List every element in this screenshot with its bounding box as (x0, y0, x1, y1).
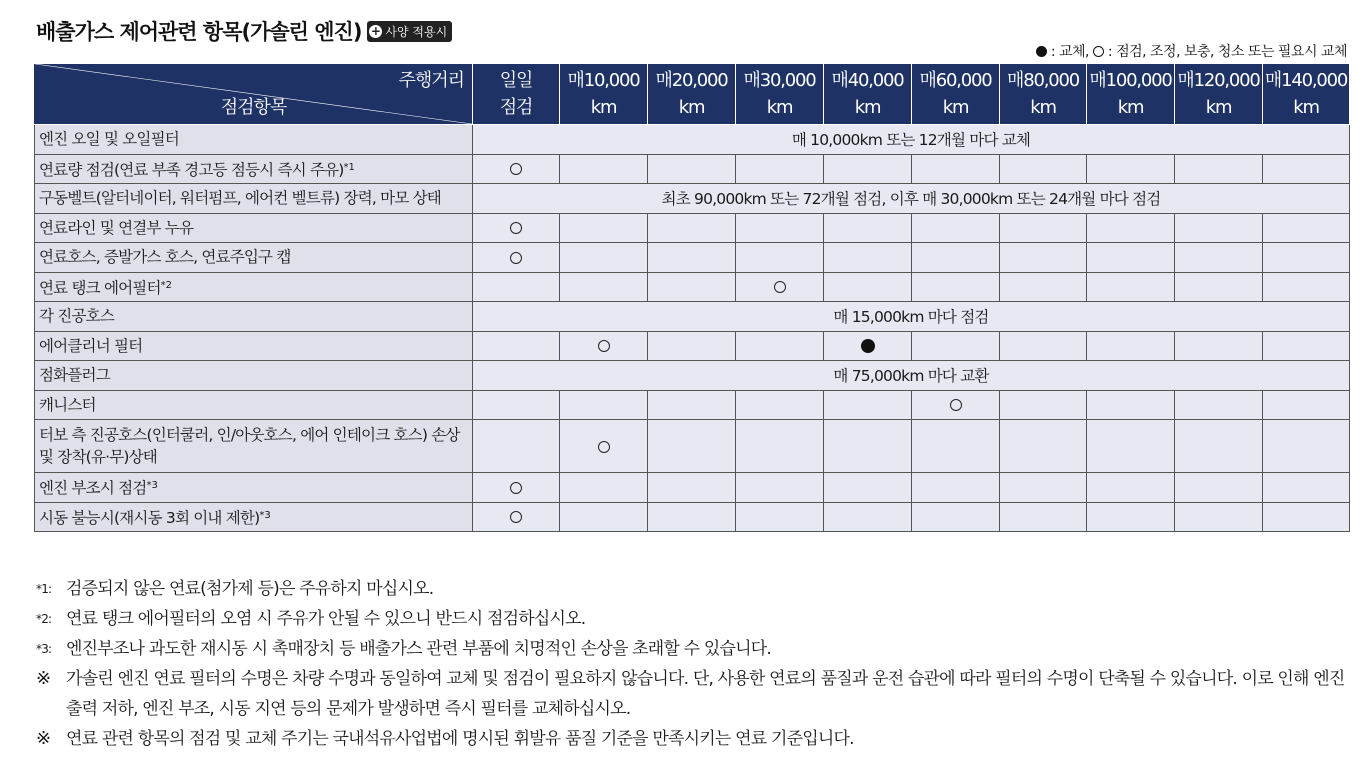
table-row (35, 184, 1350, 214)
note-item (36, 604, 1356, 634)
schedule-cell (648, 390, 736, 420)
item-label: 에어클리너 필터 (39, 336, 143, 355)
empty-circle-icon (510, 482, 522, 494)
schedule-cell (1087, 272, 1175, 302)
note-item (36, 574, 1356, 604)
note-marker: ※ (36, 728, 51, 749)
filled-circle-icon (861, 339, 875, 353)
schedule-cell (1000, 473, 1087, 503)
schedule-cell (560, 243, 648, 273)
schedule-cell (1263, 272, 1350, 302)
note-marker: *3: (36, 642, 52, 656)
schedule-cell (1263, 420, 1350, 473)
interval-text-cell: 매 10,000km 또는 12개월 마다 교체 (473, 125, 1350, 155)
item-cell (35, 272, 473, 302)
header-column (1087, 64, 1175, 125)
interval-text-cell: 최초 90,000km 또는 72개월 점검, 이후 매 30,000km 또는 24개월 마다 점검 (473, 184, 1350, 214)
item-cell (35, 125, 473, 155)
schedule-cell (473, 243, 560, 273)
empty-circle-icon (510, 222, 522, 234)
schedule-cell (473, 272, 560, 302)
schedule-cell (1087, 390, 1175, 420)
table-row (35, 473, 1350, 503)
schedule-cell (560, 390, 648, 420)
note-marker: *1: (36, 582, 52, 596)
schedule-cell (560, 213, 648, 243)
schedule-cell (736, 502, 824, 532)
header-column (1263, 64, 1350, 125)
plus-icon: + (370, 23, 381, 38)
header-column-top: 매80,000 (1007, 70, 1079, 91)
schedule-cell (1000, 420, 1087, 473)
item-cell (35, 390, 473, 420)
option-badge (367, 21, 452, 42)
schedule-cell (1263, 154, 1350, 184)
item-label: 연료호스, 증발가스 호스, 연료주입구 캡 (39, 248, 291, 267)
schedule-cell (824, 154, 912, 184)
schedule-cell (473, 154, 560, 184)
table-row (35, 390, 1350, 420)
header-column-top: 매60,000 (919, 70, 992, 91)
item-label: 터보 측 진공호스(인터쿨러, 인/아웃호스, 에어 인테이크 호스) 손상 및 장착(유·무)상태 (39, 426, 460, 466)
empty-circle-icon (774, 281, 786, 293)
header-column-bottom: km (1205, 97, 1232, 118)
item-label: 연료량 점검(연료 부족 경고등 점등시 즉시 주유) (39, 160, 344, 179)
footnote-ref: *1 (343, 161, 355, 173)
footnote-ref: *3 (259, 509, 271, 521)
schedule-cell (560, 272, 648, 302)
header-column-top: 매30,000 (743, 70, 816, 91)
schedule-cell (912, 272, 1000, 302)
schedule-cell (912, 154, 1000, 184)
item-label: 구동벨트(알터네이터, 워터펌프, 에어컨 벨트류) 장력, 마모 상태 (39, 189, 441, 208)
empty-circle-icon (598, 340, 610, 352)
item-cell (35, 154, 473, 184)
schedule-cell (824, 272, 912, 302)
table-row (35, 302, 1350, 332)
schedule-cell (912, 213, 1000, 243)
table-row (35, 420, 1350, 473)
schedule-cell (560, 331, 648, 361)
schedule-cell (1175, 272, 1263, 302)
schedule-cell (912, 390, 1000, 420)
footnote-ref: *3 (146, 480, 158, 492)
schedule-cell (1175, 331, 1263, 361)
schedule-cell (648, 331, 736, 361)
schedule-cell (1175, 420, 1263, 473)
schedule-cell (648, 213, 736, 243)
item-label: 엔진 오일 및 오일필터 (39, 130, 179, 149)
note-text: 가솔린 엔진 연료 필터의 수명은 차량 수명과 동일하여 교체 및 점검이 필요하지 않습니다. 단, 사용한 연료의 품질과 운전 습관에 따라 필터의 수명이 단축될 수 있습니다. 이로 인해 엔진 출력 저하, 엔진 부조, 시동 지연 등의 문제가 발생하면 즉시 필터를 교체하십시오. (66, 669, 1345, 719)
header-column (912, 64, 1000, 125)
schedule-cell (736, 272, 824, 302)
page-title: 배출가스 제어관련 항목(가솔린 엔진) (36, 20, 362, 44)
table-row (35, 243, 1350, 273)
item-label: 캐니스터 (39, 395, 96, 414)
note-text: 연료 관련 항목의 점검 및 교체 주기는 국내석유사업법에 명시된 휘발유 품질 기준을 만족시키는 연료 기준입니다. (66, 729, 854, 749)
header-column-top: 일일 (499, 70, 533, 91)
header-column-bottom: km (1117, 97, 1144, 118)
empty-circle-icon (510, 252, 522, 264)
schedule-cell (736, 243, 824, 273)
schedule-cell (473, 473, 560, 503)
schedule-cell (1087, 420, 1175, 473)
table-row (35, 361, 1350, 391)
title-area (36, 16, 452, 46)
schedule-cell (1263, 213, 1350, 243)
item-cell (35, 331, 473, 361)
item-cell (35, 213, 473, 243)
schedule-cell (736, 420, 824, 473)
schedule-cell (824, 502, 912, 532)
note-text: 연료 탱크 에어필터의 오염 시 주유가 안될 수 있으니 반드시 점검하십시오. (66, 609, 586, 629)
schedule-cell (1175, 473, 1263, 503)
note-item (36, 724, 1356, 754)
schedule-cell (912, 420, 1000, 473)
schedule-cell (1087, 331, 1175, 361)
schedule-cell (824, 473, 912, 503)
item-cell (35, 420, 473, 473)
item-cell (35, 184, 473, 214)
schedule-cell (648, 502, 736, 532)
schedule-cell (648, 473, 736, 503)
schedule-cell (912, 331, 1000, 361)
header-column-bottom: km (590, 97, 617, 118)
schedule-cell (1263, 243, 1350, 273)
header-column (473, 64, 560, 125)
schedule-cell (736, 473, 824, 503)
empty-circle-icon (1093, 46, 1104, 57)
schedule-cell (1087, 473, 1175, 503)
header-column (560, 64, 648, 125)
empty-circle-icon (598, 441, 610, 453)
item-cell (35, 302, 473, 332)
item-cell (35, 473, 473, 503)
table-row (35, 213, 1350, 243)
schedule-cell (912, 243, 1000, 273)
note-item (36, 634, 1356, 664)
schedule-cell (1175, 243, 1263, 273)
schedule-cell (824, 243, 912, 273)
header-column-top: 매20,000 (655, 70, 728, 91)
schedule-cell (1000, 243, 1087, 273)
header-column (824, 64, 912, 125)
header-column-top: 매10,000 (567, 70, 640, 91)
filled-circle-icon (1036, 46, 1047, 57)
header-column (736, 64, 824, 125)
item-cell (35, 361, 473, 391)
schedule-cell (560, 473, 648, 503)
note-text: 검증되지 않은 연료(첨가제 등)은 주유하지 마십시오. (66, 579, 434, 599)
schedule-cell (824, 213, 912, 243)
notes-section (36, 574, 1356, 754)
schedule-cell (1087, 502, 1175, 532)
legend-empty-label: : 점검, 조정, 보충, 청소 또는 필요시 교체 (1107, 44, 1347, 60)
header-column-bottom: km (1030, 97, 1056, 118)
schedule-cell (1000, 502, 1087, 532)
table-row (35, 502, 1350, 532)
interval-text-cell: 매 15,000km 마다 점검 (473, 302, 1350, 332)
schedule-cell (1263, 390, 1350, 420)
schedule-cell (1087, 213, 1175, 243)
interval-text-cell: 매 75,000km 마다 교환 (473, 361, 1350, 391)
schedule-cell (912, 473, 1000, 503)
schedule-cell (1263, 331, 1350, 361)
schedule-cell (824, 420, 912, 473)
distance-label: 주행거리 (398, 70, 464, 91)
note-text: 엔진부조나 과도한 재시동 시 촉매장치 등 배출가스 관련 부품에 치명적인 손상을 초래할 수 있습니다. (66, 639, 771, 659)
header-column-top: 매40,000 (831, 70, 904, 91)
schedule-cell (560, 154, 648, 184)
schedule-cell (912, 502, 1000, 532)
header-column-top: 매140,000 (1264, 70, 1348, 91)
header-column-bottom: km (766, 97, 793, 118)
table-row (35, 154, 1350, 184)
item-cell (35, 502, 473, 532)
table-row (35, 272, 1350, 302)
header-column (648, 64, 736, 125)
schedule-cell (473, 420, 560, 473)
schedule-cell (648, 243, 736, 273)
legend-filled-label: : 교체, (1050, 44, 1090, 60)
schedule-cell (1175, 154, 1263, 184)
schedule-cell (473, 390, 560, 420)
schedule-cell (1087, 243, 1175, 273)
header-column-top: 매100,000 (1089, 70, 1172, 91)
header-column (1175, 64, 1263, 125)
schedule-cell (473, 213, 560, 243)
table-row (35, 125, 1350, 155)
note-marker: ※ (36, 668, 51, 689)
schedule-cell (648, 154, 736, 184)
schedule-cell (1175, 213, 1263, 243)
header-column-bottom: km (678, 97, 705, 118)
header-diagonal-cell (35, 64, 473, 125)
schedule-cell (736, 154, 824, 184)
schedule-cell (560, 502, 648, 532)
schedule-cell (648, 420, 736, 473)
item-label: 점검항목 (220, 97, 287, 118)
note-item (36, 664, 1356, 724)
schedule-cell (473, 502, 560, 532)
schedule-cell (473, 331, 560, 361)
item-label: 연료라인 및 연결부 누유 (39, 218, 194, 237)
schedule-cell (1175, 390, 1263, 420)
schedule-cell (648, 272, 736, 302)
legend (1036, 41, 1347, 61)
schedule-cell (1263, 502, 1350, 532)
schedule-cell (736, 331, 824, 361)
header-column (1000, 64, 1087, 125)
header-column-top: 매120,000 (1177, 70, 1260, 91)
item-label: 점화플러그 (39, 366, 110, 385)
note-marker: *2: (36, 612, 52, 626)
table-row (35, 331, 1350, 361)
schedule-cell (1175, 502, 1263, 532)
schedule-cell (1000, 390, 1087, 420)
schedule-cell (1087, 154, 1175, 184)
maintenance-table (34, 63, 1350, 532)
item-label: 연료 탱크 에어필터 (39, 278, 161, 297)
item-label: 시동 불능시(재시동 3회 이내 제한) (39, 508, 260, 527)
schedule-cell (1263, 473, 1350, 503)
schedule-cell (824, 331, 912, 361)
schedule-cell (1000, 154, 1087, 184)
schedule-cell (1000, 213, 1087, 243)
empty-circle-icon (510, 163, 522, 175)
item-cell (35, 243, 473, 273)
empty-circle-icon (950, 399, 962, 411)
item-label: 각 진공호스 (39, 307, 114, 326)
schedule-cell (736, 390, 824, 420)
schedule-cell (1000, 272, 1087, 302)
schedule-cell (560, 420, 648, 473)
header-column-bottom: km (854, 97, 881, 118)
schedule-cell (736, 213, 824, 243)
empty-circle-icon (510, 511, 522, 523)
footnote-ref: *2 (160, 279, 173, 291)
option-badge-label: 사양 적용시 (385, 24, 448, 39)
header-column-bottom: km (942, 97, 969, 118)
schedule-cell (824, 390, 912, 420)
header-column-bottom: 점검 (499, 97, 533, 118)
header-column-bottom: km (1293, 97, 1319, 118)
schedule-cell (1000, 331, 1087, 361)
item-label: 엔진 부조시 점검 (39, 479, 147, 498)
